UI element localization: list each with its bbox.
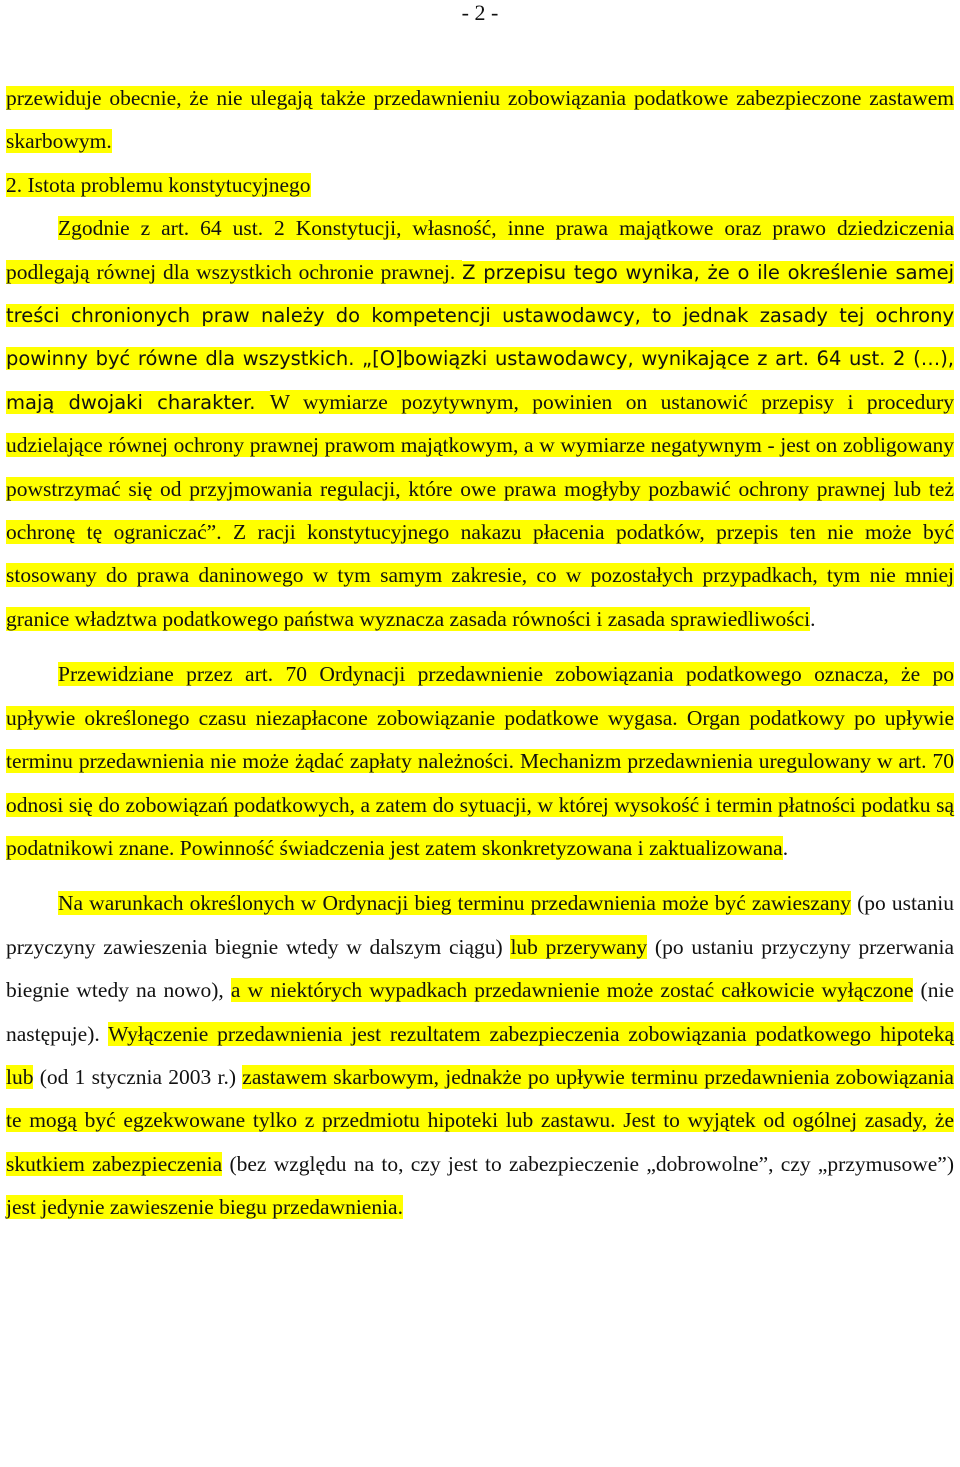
paragraph-continuation bbox=[6, 77, 954, 164]
plain-text: (bez względu na to, czy jest to zabezpieczenie „dobrowolne”, czy „przymusowe”) bbox=[222, 1151, 954, 1176]
plain-text: (nie następuje). bbox=[6, 978, 954, 1046]
highlighted-text: W wymiarze pozytywnym, powinien on ustanowić przepisy i procedury udzielające równej ochrony prawnej prawom majątkowym, a w wymiarze negatywnym - jest on zobligowany powstrzymać się od przyjmowania regulacji, które owe prawa mogłyby pozbawić ochrony prawnej lub też ochronę tę ograniczać”. Z racji konstytucyjnego nakazu płacenia podatków, przepis ten nie może być stosowany do prawa daninowego w tym samym zakresie, co w pozostałych przypadkach, tym nie mniej granice władztwa podatkowego państwa wyznacza zasada równości i zasada sprawiedliwości bbox=[6, 389, 954, 631]
plain-text: . bbox=[810, 606, 816, 631]
highlighted-text-sans: Z przepisu tego wynika, że o ile określenie samej treści chronionych praw należy do kompetencji ustawodawcy, to jednak zasady tej ochrony powinny być równe dla wszystkich. „[O]bowiązki ustawodawcy, wynikające z art. 64 ust. 2 (…), mają dwojaki charakter. bbox=[6, 260, 954, 414]
highlighted-text: zastawem skarbowym, jednakże po upływie terminu przedawnienia zobowiązania te mogą być egzekwowane tylko z przedmiotu hipoteki lub zastawu. Jest to wyjątek od ogólnej zasady, że skutkiem zabezpieczenia bbox=[6, 1064, 954, 1176]
plain-text: (po ustaniu przyczyny przerwania biegnie wtedy na nowo), bbox=[6, 934, 954, 1003]
page-number: - 2 - bbox=[461, 0, 499, 25]
highlighted-text: 2. Istota problemu konstytucyjnego bbox=[6, 172, 311, 197]
highlighted-text: jest jedynie zawieszenie biegu przedawnienia. bbox=[6, 1195, 403, 1220]
plain-text: . bbox=[782, 835, 789, 860]
highlighted-text: przewiduje obecnie, że nie ulegają także przedawnieniu zobowiązania podatkowe zabezpieczone zastawem skarbowym. bbox=[6, 86, 954, 154]
paragraph-constitution bbox=[6, 207, 954, 641]
highlighted-text: lub przerywany bbox=[510, 934, 648, 959]
highlighted-text: Na warunkach określonych w Ordynacji bieg terminu przedawnienia może być zawieszany bbox=[58, 891, 851, 916]
highlighted-text: Wyłączenie przedawnienia jest rezultatem zabezpieczenia zobowiązania podatkowego hipoteką lub bbox=[6, 1021, 955, 1089]
section-heading bbox=[6, 164, 954, 207]
paragraph-prescription bbox=[6, 653, 954, 870]
plain-text: (od 1 stycznia 2003 r.) bbox=[33, 1064, 243, 1089]
paragraph-suspension bbox=[6, 882, 954, 1229]
document-body bbox=[6, 77, 954, 1230]
highlighted-text: a w niektórych wypadkach przedawnienie może zostać całkowicie wyłączone bbox=[230, 978, 914, 1003]
plain-text: (po ustaniu przyczyny zawieszenia biegnie wtedy w dalszym ciągu) bbox=[6, 891, 954, 959]
highlighted-text: Przewidziane przez art. 70 Ordynacji przedawnienie zobowiązania podatkowego oznacza, że po upływie określonego czasu niezapłacone zobowiązanie podatkowe wygasa. Organ podatkowy po upływie terminu przedawnienia nie może żądać zapłaty należności. Mechanizm przedawnienia uregulowany w art. 70 odnosi się do zobowiązań podatkowych, a zatem do sytuacji, w której wysokość i termin płatności podatku są podatnikowi znane. Powinność świadczenia jest zatem skonkretyzowana i zaktualizowana bbox=[6, 662, 954, 860]
highlighted-text: Zgodnie z art. 64 ust. 2 Konstytucji, własność, inne prawa majątkowe oraz prawo dziedziczenia podlegają równej dla wszystkich ochronie prawnej. bbox=[6, 216, 954, 284]
